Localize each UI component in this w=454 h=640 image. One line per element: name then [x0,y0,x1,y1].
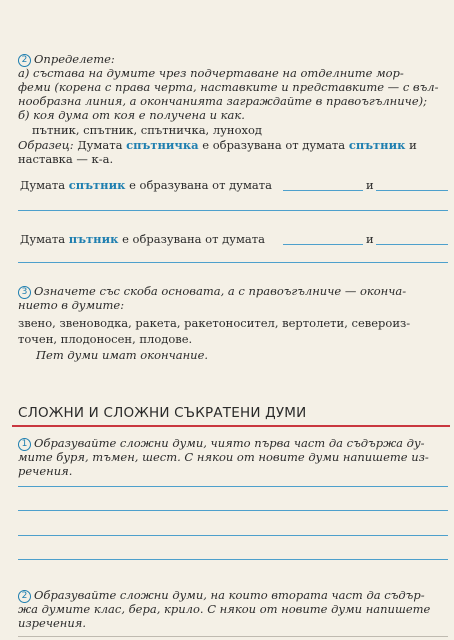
ex2b-instruction-2: жа думите клас, бера, крило. С някои от новите думи напишете [18,602,431,616]
ex2-fill2-blank-b[interactable] [376,244,448,245]
ex3-instruction [18,284,406,299]
ex2-answer-line-1[interactable] [18,210,448,211]
sample-label: Образец: [18,138,74,152]
ex1-instruction-2: мите буря, тъмен, шест. С някои от новите думи напишете из- [18,450,429,464]
ex2-fill1-blank-a[interactable] [283,190,363,191]
ex2-number-badge: 2 [18,54,31,67]
fill2-word: пътник [68,232,119,246]
sample-text: Думата [77,138,123,152]
ex2b-instruction [18,588,425,603]
ex2b-answer-line-1[interactable] [18,636,448,637]
ex1-instruction-3: речения. [18,464,73,478]
ex2-line-a2: феми (корена с права черта, наставките и представките — с въл- [18,80,439,94]
sample-source-word: спътник [348,138,406,152]
ex1-title: Образувайте сложни думи, чиято първа част да съдържа ду- [34,436,425,450]
ex2-fill1-and: и [366,178,374,192]
fill-suffix: е образувана от думата [129,178,272,192]
ex2-fill1-blank-b[interactable] [376,190,448,191]
ex2b-number-badge: 2 [18,590,31,603]
ex2-fill-2 [20,232,265,246]
ex1-answer-line-1[interactable] [18,486,448,487]
ex2b-instruction-3: изречения. [18,616,87,630]
ex3-instruction-2: нието в думите: [18,298,125,312]
sample-and: и [409,138,417,152]
ex1-number-badge: 1 [18,438,31,451]
ex3-word-list-2: точен, плодоносен, плодове. [18,332,193,346]
ex3-number-badge: 3 [18,286,31,299]
ex2-line-a: а) състава на думите чрез подчертаване на отделните мор- [18,66,404,80]
sample-text-2: е образувана от думата [202,138,346,152]
ex2-word-list: пътник, спътник, спътничка, луноход [32,123,263,137]
ex2-sample-line1 [18,138,417,152]
ex1-instruction [18,436,425,451]
ex2-fill2-blank-a[interactable] [283,244,363,245]
ex2-fill-1 [20,178,272,192]
ex2-line-b: б) коя дума от коя е получена и как. [18,108,245,122]
fill-label: Думата [20,178,66,192]
ex2b-title: Образувайте сложни думи, на които втората част да съдър- [34,588,425,602]
heading-underline [12,425,450,427]
ex3-note: Пет думи имат окончание. [36,348,209,362]
section-heading: СЛОЖНИ И СЛОЖНИ СЪКРАТЕНИ ДУМИ [18,405,307,421]
ex3-word-list-1: звено, звеноводка, ракета, ракетоносител, вертолети, североиз- [18,316,411,330]
ex2-line-a3: нообразна линия, а окончанията заграждайте в правоъгълниче); [18,94,427,108]
ex2-answer-line-2[interactable] [18,262,448,263]
fill-suffix-2: е образувана от думата [122,232,265,246]
ex1-answer-line-4[interactable] [18,559,448,560]
fill1-word: спътник [68,178,126,192]
ex2-fill2-and: и [366,232,374,246]
ex2-title: Определете: [34,52,115,66]
ex2-sample-line2: наставка — к-а. [18,152,114,166]
ex1-answer-line-2[interactable] [18,510,448,511]
sample-word: спътничка [126,138,199,152]
ex2-instruction [18,52,115,67]
fill-label-2: Думата [20,232,66,246]
ex1-answer-line-3[interactable] [18,535,448,536]
ex3-title: Означете със скоба основата, а с правоъгълниче — оконча- [34,284,407,298]
